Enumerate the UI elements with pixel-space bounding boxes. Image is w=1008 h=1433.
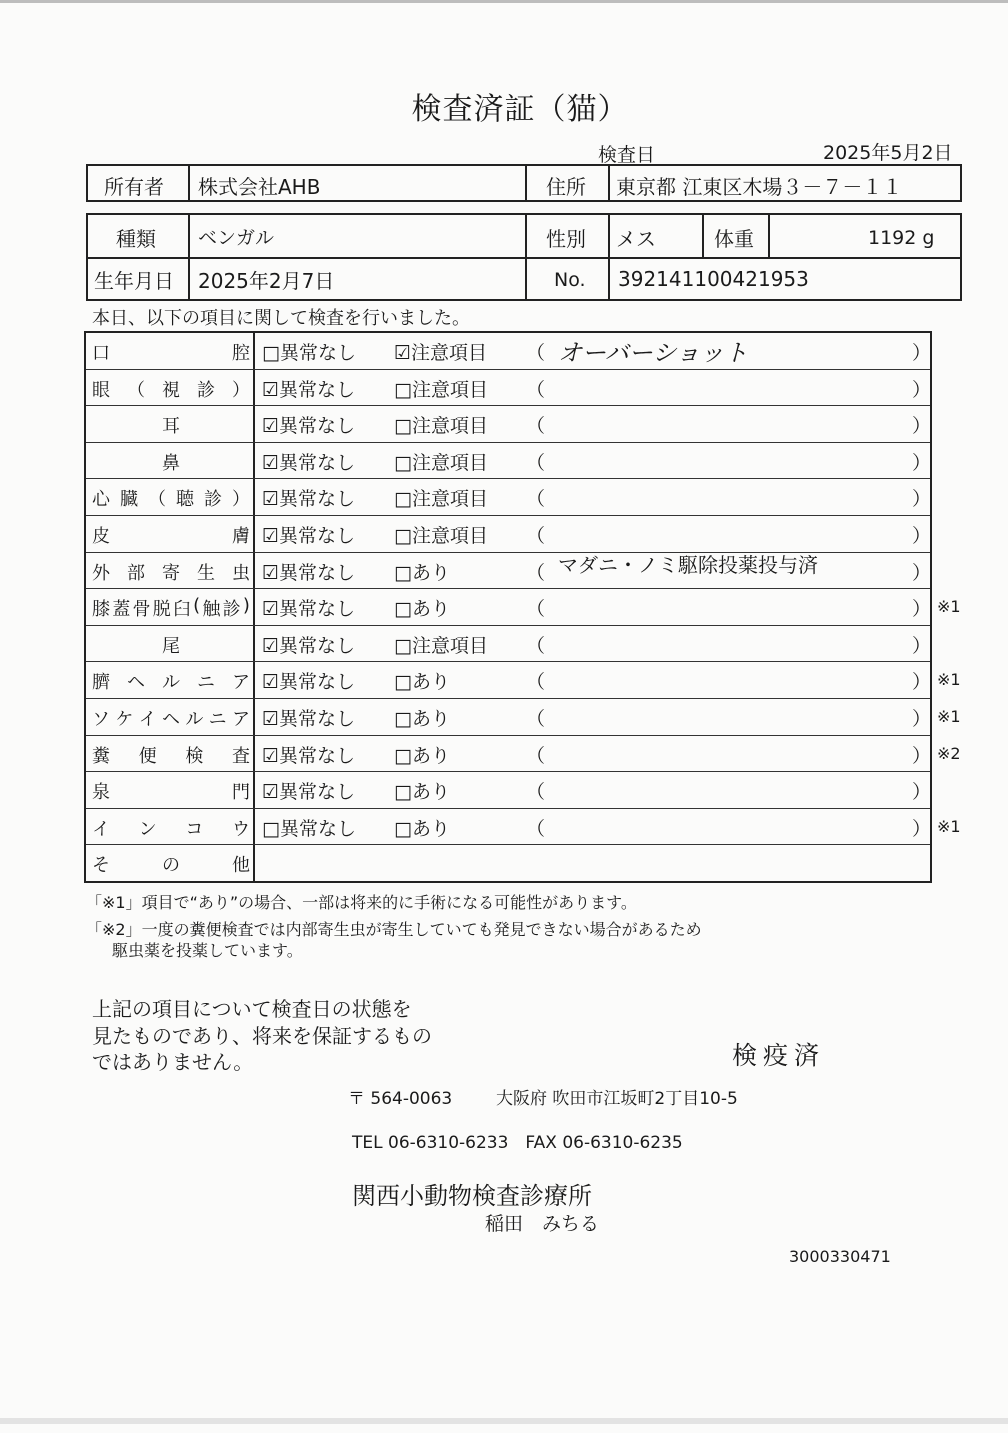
paren-close: ） [912,525,932,547]
clinic-address: 大阪府 吹田市江坂町2丁目10-5 [496,1089,738,1109]
no-label: No. [554,269,586,291]
attention-checkbox[interactable]: □あり [394,744,450,767]
paren-open: （ [526,708,546,730]
row-label: 外 部 寄 生 虫 [92,562,250,584]
row-label: 膝 蓋 骨 脱 臼 ( 触 診 ) [92,595,250,621]
clinic-name: 関西小動物検査診療所 [352,1182,592,1210]
intro-text: 本日、以下の項目に関して検査を行いました。 [92,308,470,329]
footnote-mark: ※2 [937,743,961,763]
normal-checkbox[interactable]: ☑異常なし [262,378,356,401]
normal-checkbox[interactable]: □異常なし [262,817,356,840]
row-label: 尾 [162,635,180,657]
postal-code: 〒 564-0063 [348,1089,453,1109]
normal-checkbox[interactable]: □異常なし [262,342,356,364]
attention-checkbox[interactable]: □あり [394,781,450,804]
row-label: 心 臓 （ 聴 診 ） [92,489,250,511]
birth-label: 生年月日 [94,269,174,293]
row-label: ソ ケ イ ヘ ル ニ ア [92,709,250,730]
attention-checkbox[interactable]: □注意項目 [394,451,488,474]
attention-checkbox[interactable]: ☑注意項目 [394,342,488,364]
inspection-row [86,589,961,626]
disclaimer-line-3: ではありません。 [92,1050,254,1074]
paren-close: ） [912,488,932,511]
normal-checkbox[interactable]: ☑異常なし [262,708,356,730]
paren-close: ） [912,451,932,474]
footnote-mark: ※1 [937,707,961,726]
inspection-row [86,626,930,663]
address-value: 東京都 江東区木場３－７－１１ [616,175,903,199]
attention-checkbox[interactable]: □あり [394,817,450,840]
address-label: 住所 [546,175,586,199]
disclaimer-line-1: 上記の項目について検査日の状態を [92,997,412,1021]
no-value: 392141100421953 [618,267,809,291]
paren-open: （ [526,598,546,621]
owner-value: 株式会社AHB [198,175,321,199]
paren-open: （ [526,561,546,584]
disclaimer-line-2: 見たものであり、将来を保証するもの [92,1024,432,1048]
inspection-row [86,662,961,699]
sex-label: 性別 [546,227,586,251]
row-label: 泉 門 [92,782,250,804]
inspection-date: 2025年5月2日 [823,142,953,164]
document-number: 3000330471 [789,1247,891,1266]
inspection-row [86,406,930,443]
vet-name: 稲田 みちる [485,1213,600,1235]
inspection-row [86,845,930,882]
paren-open: （ [526,525,546,547]
normal-checkbox[interactable]: ☑異常なし [262,525,356,547]
birth-value: 2025年2月7日 [198,269,335,293]
inspection-row [86,772,930,809]
attention-checkbox[interactable]: □あり [394,598,450,621]
attention-checkbox[interactable]: □あり [394,561,450,584]
row-label: 糞 便 検 査 [92,745,250,767]
normal-checkbox[interactable]: ☑異常なし [262,451,356,474]
weight-value: 1192 g [868,227,935,249]
paren-close: ） [912,781,932,804]
paren-close: ） [912,415,932,438]
breed-label: 種類 [116,227,156,251]
paren-open: （ [526,378,546,401]
paren-open: （ [526,671,546,694]
inspection-row [86,516,930,553]
footnote-mark: ※1 [937,816,961,836]
attention-checkbox[interactable]: □注意項目 [394,525,488,547]
row-note: オーバーショット [558,339,748,367]
row-label: 皮 膚 [92,526,250,547]
normal-checkbox[interactable]: ☑異常なし [262,634,356,657]
paren-open: （ [526,634,546,657]
normal-checkbox[interactable]: ☑異常なし [262,744,356,767]
row-label: 鼻 [162,452,180,474]
row-label: 口 腔 [92,343,250,364]
row-label: 臍 ヘ ル ニ ア [92,672,250,694]
inspection-row [86,370,930,407]
breed-value: ベンガル [198,227,275,249]
paren-close: ） [912,708,932,730]
scan-edge-top [0,0,1008,3]
paren-close: ） [912,634,932,657]
paren-close: ） [912,671,932,694]
inspection-row [86,479,930,516]
inspection-table [84,331,961,883]
inspection-row [86,333,930,370]
scan-edge-bottom [0,1418,1008,1424]
paren-close: ） [912,744,932,767]
paren-open: （ [526,451,546,474]
paren-close: ） [912,598,932,621]
pet-info-box [86,213,962,301]
footnote-2: 「※2」一度の糞便検査では内部寄生虫が寄生していても発見できない場合があるため [86,920,702,939]
footnote-1: 「※1」項目で“あり”の場合、一部は将来的に手術になる可能性があります。 [86,893,637,912]
weight-label: 体重 [714,227,754,251]
attention-checkbox[interactable]: □あり [394,671,450,694]
paren-close: ） [912,342,932,364]
normal-checkbox[interactable]: ☑異常なし [262,598,356,621]
normal-checkbox[interactable]: ☑異常なし [262,781,356,804]
row-note: マダニ・ノミ駆除投薬投与済 [558,552,818,577]
paren-open: （ [526,488,546,511]
row-label: 耳 [162,416,180,438]
attention-checkbox[interactable]: □注意項目 [394,415,488,438]
document-title: 検査済証（猫） [411,92,629,127]
tel-fax: TEL 06-6310-6233 FAX 06-6310-6235 [352,1133,683,1153]
row-label: 眼 （ 視 診 ） [92,379,250,401]
inspection-row [86,809,961,846]
attention-checkbox[interactable]: □注意項目 [394,488,488,511]
footnote-mark: ※1 [937,670,961,690]
owner-label: 所有者 [104,175,164,199]
paren-open: （ [526,817,546,840]
quarantine-stamp: 検疫済 [732,1041,826,1070]
paren-open: （ [526,781,546,804]
attention-checkbox[interactable]: □あり [394,708,450,730]
normal-checkbox[interactable]: ☑異常なし [262,415,356,438]
row-label: イ ン コ ウ [92,818,250,840]
inspection-row [86,443,930,480]
paren-close: ） [912,378,932,401]
normal-checkbox[interactable]: ☑異常なし [262,561,356,584]
footnote-2-cont: 駆虫薬を投薬しています。 [112,941,303,960]
paren-open: （ [526,744,546,767]
paren-open: （ [526,342,546,364]
inspection-row [86,553,930,590]
paren-open: （ [526,415,546,438]
paren-close: ） [912,561,932,584]
footnote-mark: ※1 [937,597,961,617]
attention-checkbox[interactable]: □注意項目 [394,378,488,401]
paren-close: ） [912,817,932,840]
inspection-row [86,736,961,773]
sex-value: メス [616,227,656,251]
attention-checkbox[interactable]: □注意項目 [394,634,488,657]
inspection-date-label: 検査日 [598,144,656,166]
normal-checkbox[interactable]: ☑異常なし [262,671,356,694]
row-label: そ の 他 [92,855,250,877]
owner-address-box [86,164,962,202]
inspection-row [86,699,961,736]
normal-checkbox[interactable]: ☑異常なし [262,488,356,511]
